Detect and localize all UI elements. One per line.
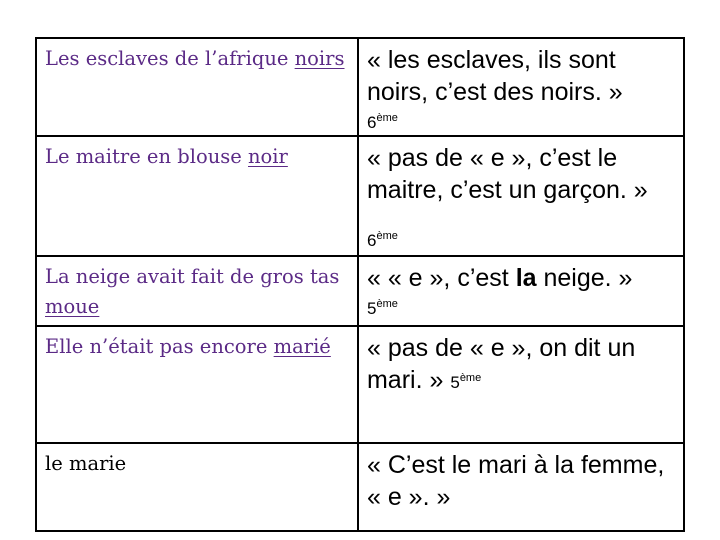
comment-text: « les esclaves, ils sont noirs, c’est des noirs. » (366, 46, 623, 106)
comment-cell (358, 38, 684, 136)
bold-article: la (515, 264, 537, 292)
table-row (36, 38, 684, 136)
table-row (36, 443, 684, 531)
comment-text: « pas de « e », on dit un mari. » 5ème (366, 334, 636, 394)
comment-cell (358, 443, 684, 531)
comment-text: « « e », c’est la neige. » (366, 264, 633, 292)
comment-cell (358, 326, 684, 443)
phrase-text: Elle n’était pas encore marié (45, 335, 331, 358)
comment-text: « pas de « e », c’est le maitre, c’est un garçon. » (366, 144, 648, 204)
grade-level: 6ème (366, 230, 398, 250)
grade-level: 6ème (366, 112, 398, 132)
table-row (36, 136, 684, 256)
underlined-word: moue (45, 295, 100, 318)
phrase-cell (36, 136, 358, 256)
underlined-word: marié (273, 335, 331, 358)
comment-text: « C’est le mari à la femme, « e ». » (366, 451, 665, 511)
comment-cell (358, 136, 684, 256)
underlined-word: noir (248, 145, 288, 168)
phrase-text: La neige avait fait de gros tas moue (45, 265, 340, 318)
grade-level: 5ème (366, 298, 398, 318)
comment-cell (358, 256, 684, 326)
phrase-cell (36, 326, 358, 443)
table-row (36, 256, 684, 326)
table-row (36, 326, 684, 443)
phrase-cell (36, 256, 358, 326)
phrase-text: le marie (45, 452, 127, 475)
comparison-table (35, 37, 685, 532)
phrase-cell (36, 38, 358, 136)
grade-level: 5ème (450, 372, 482, 392)
phrase-text: Les esclaves de l’afrique noirs (45, 47, 345, 70)
phrase-text: Le maitre en blouse noir (45, 145, 288, 168)
underlined-word: noirs (294, 47, 345, 70)
phrase-cell (36, 443, 358, 531)
